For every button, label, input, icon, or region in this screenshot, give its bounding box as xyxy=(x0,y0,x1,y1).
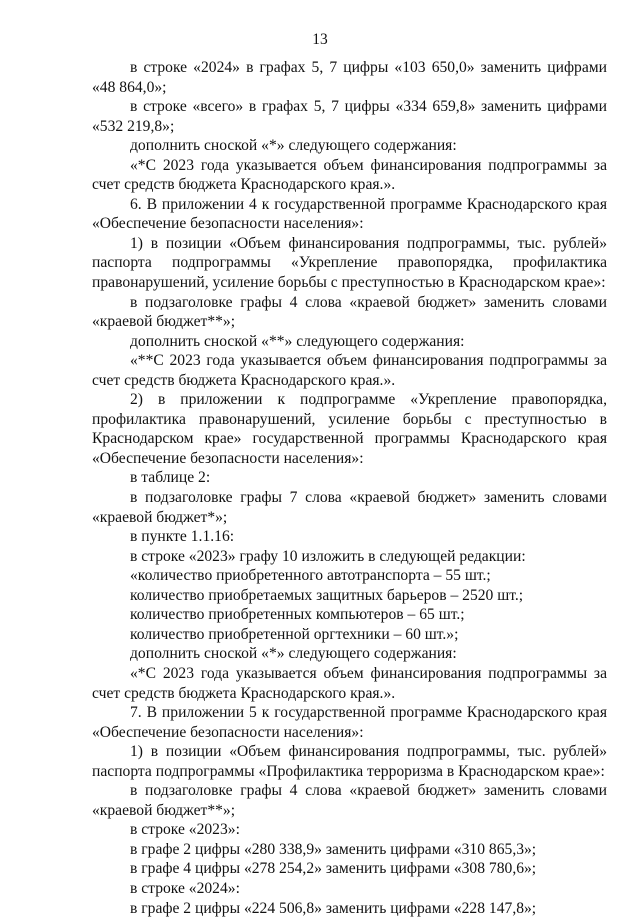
paragraph: в графе 4 цифры «278 254,2» заменить цифрами «308 780,6»; xyxy=(130,860,537,878)
paragraph: дополнить сноской «**» следующего содержания: xyxy=(130,332,465,350)
paragraph: в строке «2023»: xyxy=(130,821,240,839)
paragraph: в графе 2 цифры «224 506,8» заменить цифрами «228 147,8»; xyxy=(130,899,537,917)
page-number: 13 xyxy=(312,31,328,48)
paragraph: в строке «2023» графу 10 изложить в следующей редакции: xyxy=(130,547,526,565)
paragraph: 6. В приложении 4 к государственной программе Краснодарского края «Обеспечение безопасности населения»: xyxy=(92,195,607,233)
paragraph: количество приобретенной оргтехники – 60 шт.»; xyxy=(130,625,459,643)
paragraph: количество приобретенных компьютеров – 65 шт.; xyxy=(130,606,465,624)
paragraph: в подзаголовке графы 4 слова «краевой бюджет» заменить словами «краевой бюджет**»; xyxy=(92,782,607,819)
paragraph: «*С 2023 года указывается объем финансирования подпрограммы за счет средств бюджета Краснодарского края.». xyxy=(92,664,607,702)
paragraph: количество приобретаемых защитных барьеров – 2520 шт.; xyxy=(130,586,524,604)
paragraph: в подзаголовке графы 7 слова «краевой бюджет» заменить словами «краевой бюджет*»; xyxy=(92,489,607,526)
paragraph: в пункте 1.1.16: xyxy=(130,528,235,546)
paragraph: в строке «2024»: xyxy=(130,879,240,897)
paragraph: 1) в позиции «Объем финансирования подпрограммы, тыс. рублей» паспорта подпрограммы «Укрепление правопорядка, профилактика правонарушений, усиление борьбы с преступностью в Краснодарском крае»: xyxy=(92,234,607,292)
paragraph: 1) в позиции «Объем финансирования подпрограммы, тыс. рублей» паспорта подпрограммы «Профилактика терроризма в Краснодарском крае»: xyxy=(92,743,607,780)
paragraph: 7. В приложении 5 к государственной программе Краснодарского края «Обеспечение безопасности населения»: xyxy=(92,704,607,741)
paragraph: в таблице 2: xyxy=(130,469,211,487)
paragraph: в графе 2 цифры «280 338,9» заменить цифрами «310 865,3»; xyxy=(130,840,537,858)
paragraph: дополнить сноской «*» следующего содержания: xyxy=(130,137,457,155)
paragraph: дополнить сноской «*» следующего содержания: xyxy=(130,645,457,663)
paragraph: в строке «всего» в графах 5, 7 цифры «334 659,8» заменить цифрами «532 219,8»; xyxy=(92,98,607,135)
paragraph: «количество приобретенного автотранспорта – 55 шт.; xyxy=(130,567,491,585)
document-body xyxy=(92,58,607,918)
paragraph: в подзаголовке графы 4 слова «краевой бюджет» заменить словами «краевой бюджет**»; xyxy=(92,293,607,331)
paragraph: 2) в приложении к подпрограмме «Укрепление правопорядка, профилактика правонарушений, усиление борьбы с преступностью в Краснодарском крае» государственной программы Краснодарского края «Обеспечение безопасности населения»: xyxy=(92,391,607,467)
paragraph: «*С 2023 года указывается объем финансирования подпрограммы за счет средств бюджета Краснодарского края.». xyxy=(92,156,607,194)
paragraph: в строке «2024» в графах 5, 7 цифры «103 650,0» заменить цифрами «48 864,0»; xyxy=(92,59,607,96)
paragraph: «**С 2023 года указывается объем финансирования подпрограммы за счет средств бюджета Краснодарского края.». xyxy=(92,352,607,389)
